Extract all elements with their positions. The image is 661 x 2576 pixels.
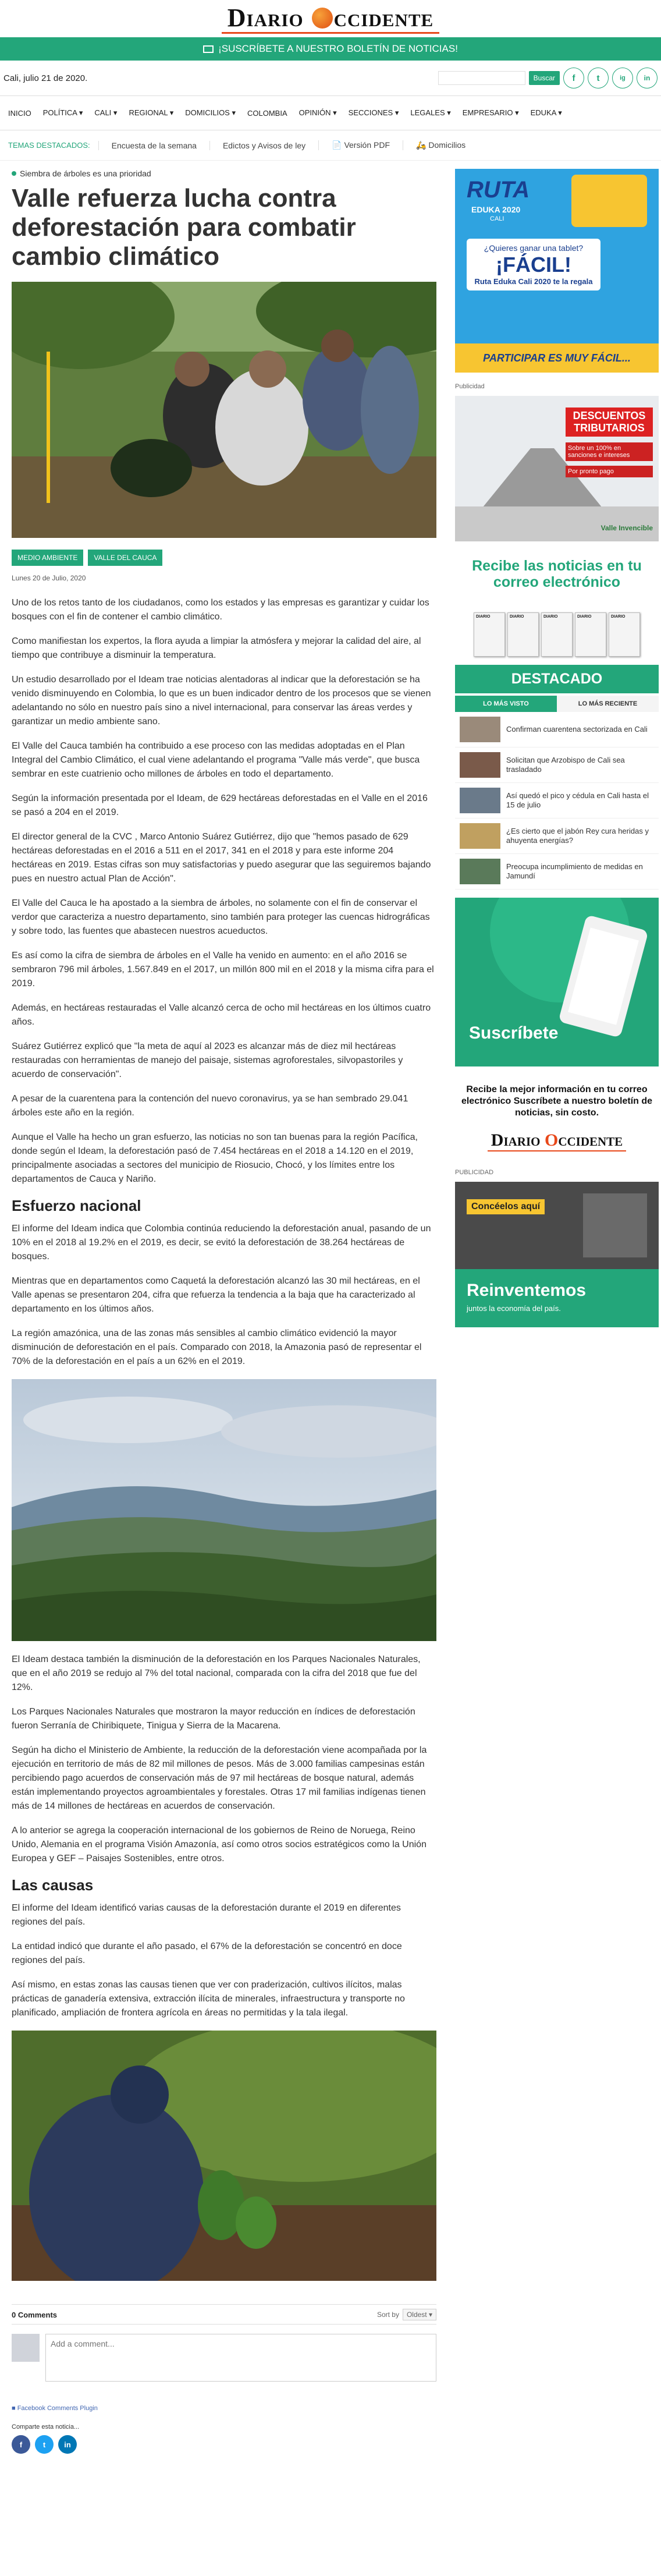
tab-mas-reciente[interactable]: LO MÁS RECIENTE bbox=[557, 696, 659, 712]
topic-domicilios-label: Domicilios bbox=[428, 140, 466, 150]
fb-plugin-label: Facebook Comments Plugin bbox=[17, 2405, 98, 2412]
tab-mas-visto[interactable]: LO MÁS VISTO bbox=[455, 696, 557, 712]
brand-part2: ccidente bbox=[333, 3, 434, 32]
thumbnail bbox=[460, 717, 500, 742]
tag-valle-del-cauca[interactable]: VALLE DEL CAUCA bbox=[88, 550, 162, 566]
list-item[interactable] bbox=[455, 747, 659, 783]
instagram-icon[interactable]: ig bbox=[612, 68, 633, 88]
article-date: Lunes 20 de Julio, 2020 bbox=[12, 574, 86, 582]
ad-ruta-eduka[interactable] bbox=[455, 169, 659, 373]
topic-pdf[interactable]: 📄 Versión PDF bbox=[318, 140, 403, 150]
ad4-big: Reinventemos bbox=[467, 1281, 587, 1300]
paragraph: El Ideam destaca también la disminución de la deforestación en los Parques Nacionales Naturales, que en el año 2019 se redujo al 7% del total nacional, comparada con la cifra del 2018 que fue del 12%. bbox=[12, 1654, 421, 1692]
kicker-dot-icon bbox=[12, 171, 16, 176]
nav-item-legales[interactable]: LEGALES ▾ bbox=[410, 108, 451, 117]
sidebar-brand-o: O bbox=[544, 1131, 559, 1150]
ad2-l2: Por pronto pago bbox=[566, 466, 653, 477]
nav-item-regional[interactable]: REGIONAL ▾ bbox=[129, 108, 174, 117]
paragraph: Así mismo, en estas zonas las causas tienen que ver con praderización, cultivos ilícitos, malas prácticas de ganadería extensiva, extracción ilícita de minerales, infraestructura y transporte no planificado, ampliación de frontera agrícola en áreas no permitidas y la tala ilegal. bbox=[12, 1980, 405, 2018]
comment-count: 0 Comments bbox=[12, 2311, 58, 2319]
envelope-icon bbox=[203, 45, 214, 53]
paragraph: Un estudio desarrollado por el Ideam trae noticias alentadoras al indicar que la deforestación se ha venido disminuyendo en Colombia, lo que es un buen indicador dentro de los procesos que se vienen adelantando no sólo en nuestro país sino a nivel internacional, para conservar las áreas verdes y garantizar un medio ambiente sano. bbox=[12, 675, 431, 727]
topic-edictos[interactable]: Edictos y Avisos de ley bbox=[209, 141, 318, 150]
linkedin-icon[interactable]: in bbox=[637, 68, 658, 88]
nav-item-secciones[interactable]: SECCIONES ▾ bbox=[348, 108, 399, 117]
fb-plugin-icon: ■ bbox=[12, 2405, 17, 2412]
article-title: Valle refuerza lucha contra deforestación para combatir cambio climático bbox=[12, 184, 356, 271]
ad1-big: ¡FÁCIL! bbox=[496, 253, 571, 277]
sidebar-brand-part1: Diario bbox=[491, 1131, 541, 1150]
share-facebook-icon[interactable]: f bbox=[12, 2435, 30, 2454]
thumbnail bbox=[460, 788, 500, 813]
main-nav bbox=[0, 95, 661, 130]
ad2-l1: Sobre un 100% en sanciones e intereses bbox=[566, 442, 653, 461]
sidebar-brand-part2: ccidente bbox=[558, 1131, 623, 1150]
share-twitter-icon[interactable]: t bbox=[35, 2435, 54, 2454]
paragraph: Uno de los retos tanto de los ciudadanos, como los estados y las empresas es garantizar y cuidar los bosques con el fin de contener el cambio climático. bbox=[12, 598, 429, 622]
publicidad-label: Publicidad bbox=[455, 383, 485, 390]
share-label: Comparte esta noticia... bbox=[12, 2423, 80, 2430]
nav-item-eduka[interactable]: EDUKA ▾ bbox=[530, 108, 562, 117]
bus-icon bbox=[571, 175, 647, 227]
list-item-title: Confirman cuarentena sectorizada en Cali bbox=[506, 725, 648, 734]
ad1-brand-sub: EDUKA 2020 bbox=[471, 205, 521, 214]
thumbnail bbox=[460, 752, 500, 778]
article-photo-seedling bbox=[12, 2031, 436, 2281]
photo-landscape-illustration bbox=[12, 1379, 436, 1641]
nav-item-inicio[interactable]: INICIO bbox=[8, 108, 31, 118]
paragraph: El informe del Ideam identificó varias causas de la deforestación durante el 2019 en diferentes regiones del país. bbox=[12, 1903, 401, 1927]
paragraph: Según ha dicho el Ministerio de Ambiente, la reducción de la deforestación viene acompañada por la ejecución en territorio de más de 82 mil millones de pesos. Más de 3.000 familias campesinas están percibiendo pago acuerdos de conservación más de 97 mil hectáreas de bosque natural, además están implementando proyectos agroambientales y forestales. Otras 17 mil familias indígenas tienen más de 14 millones de hectáreas en acuerdos de conservación. bbox=[12, 1745, 427, 1811]
ad2-title: DESCUENTOS TRIBUTARIOS bbox=[566, 408, 653, 437]
paragraph: Mientras que en departamentos como Caquetá la deforestación alcanzó las 30 mil hectáreas, en el Valle apenas se presentaron 204, cifra que refuerza la tendencia a la baja que ha caracterizado al departamento en los últimos años. bbox=[12, 1276, 420, 1314]
nav-item-empresario[interactable]: EMPRESARIO ▾ bbox=[462, 108, 519, 117]
facebook-icon[interactable]: f bbox=[563, 68, 584, 88]
list-item[interactable] bbox=[455, 854, 659, 890]
newsletter-promo-title: Recibe las noticias en tu correo electrónico bbox=[472, 558, 642, 590]
topic-encuesta[interactable]: Encuesta de la semana bbox=[98, 141, 209, 150]
newspaper-3: DIARIO bbox=[541, 612, 573, 657]
featured-topics bbox=[0, 130, 661, 161]
facebook-comments-plugin[interactable] bbox=[12, 2405, 436, 2412]
photo-planting-illustration bbox=[12, 282, 436, 538]
avatar bbox=[12, 2334, 40, 2362]
current-date: Cali, julio 21 de 2020. bbox=[3, 73, 88, 83]
suscribete-label: Suscríbete bbox=[469, 1023, 559, 1043]
nav-item-politica[interactable]: POLÍTICA ▾ bbox=[42, 108, 83, 117]
sort-label: Sort by bbox=[376, 2311, 399, 2319]
paragraph: Suárez Gutiérrez explicó que "la meta de aquí al 2023 es alcanzar más de diez mil hectáreas restauradas con herramientas de manejo del paisaje, sistemas agroforestales, silvopastoriles y acuerdo de conservación". bbox=[12, 1041, 403, 1079]
suscribete-banner[interactable] bbox=[455, 898, 659, 1066]
newspaper-4: DIARIO bbox=[575, 612, 606, 657]
paragraph: El informe del Ideam indica que Colombia continúa reduciendo la deforestación anual, pasando de un 10% en el 2018 al 19.2% en el 2019, es decir, se evitó la deforestación de 38.264 hectáreas de bosques. bbox=[12, 1224, 431, 1262]
newspaper-1: DIARIO bbox=[474, 612, 505, 657]
site-logo[interactable] bbox=[0, 0, 661, 37]
thumbnail bbox=[460, 859, 500, 884]
ad1-city: CALI bbox=[490, 215, 504, 222]
paragraph: A lo anterior se agrega la cooperación internacional de los gobiernos de Reino de Noruega, Reino Unido, Alemania en el programa Visión Amazonía, así como otros socios estratégicos como la Unión Europea y GEF – Paisajes Sostenibles, entre otros. bbox=[12, 1826, 427, 1863]
comment-input[interactable] bbox=[45, 2334, 436, 2382]
paragraph: Aunque el Valle ha hecho un gran esfuerzo, las noticias no son tan buenas para la región Pacífica, donde según el Ideam, la deforestación pasó de 7.454 hectáreas en el 2018 a 14.120 en el 2019, principalmente asociadas a sectores del municipio de Riosucio, Chocó, y los límites entre los departamentos de Cauca y Nariño. bbox=[12, 1132, 418, 1184]
ad4-sub: juntos la economía del país. bbox=[467, 1304, 561, 1313]
article bbox=[12, 169, 436, 2454]
nav-item-opinion[interactable]: OPINIÓN ▾ bbox=[298, 108, 337, 117]
newsletter-bar-label: ¡SUSCRÍBETE A NUESTRO BOLETÍN DE NOTICIAS! bbox=[218, 43, 458, 54]
ad1-cta[interactable]: PARTICIPAR ES MUY FÁCIL... bbox=[455, 343, 659, 373]
sort-select[interactable]: Oldest ▾ bbox=[403, 2309, 436, 2320]
newsletter-promo-2: Recibe la mejor información en tu correo electrónico Suscríbete a nuestro boletín de noticias, sin costo. bbox=[461, 1085, 653, 1118]
comments-section bbox=[12, 2304, 436, 2454]
publicidad-label-2: PUBLICIDAD bbox=[455, 1169, 494, 1176]
article-photo-landscape bbox=[12, 1379, 436, 1641]
topic-domicilios[interactable]: 🛵 Domicilios bbox=[403, 140, 478, 150]
brand-part1: Diario bbox=[227, 3, 304, 32]
article-photo-planting bbox=[12, 282, 436, 538]
article-kicker: Siembra de árboles es una prioridad bbox=[20, 169, 151, 178]
list-item[interactable] bbox=[455, 783, 659, 818]
paragraph: Como manifiestan los expertos, la flora ayuda a limpiar la atmósfera y mejorar la calidad del aire, al tiempo que contribuye a disminuir la temperatura. bbox=[12, 636, 421, 660]
ad1-line: Ruta Eduka Cali 2020 te la regala bbox=[474, 277, 593, 286]
paragraph: A pesar de la cuarentena para la contención del nuevo coronavirus, ya se han sembrado 29.041 árboles este año en la región. bbox=[12, 1094, 408, 1118]
paragraph: El director general de la CVC , Marco Antonio Suárez Gutiérrez, dijo que "hemos pasado de 629 hectáreas deforestadas en el 2016 a 511 en el 2017, 341 en el 2018 y para este informe 204 hectáreas en 2019. Estas cifras son muy satisfactorias y puedo asegurar que las seguiremos bajando pues en nuestro actual Plan de Acción". bbox=[12, 832, 431, 884]
newsletter-bar[interactable] bbox=[0, 37, 661, 61]
newspaper-5: DIARIO bbox=[609, 612, 640, 657]
thumbnail bbox=[460, 823, 500, 849]
search-button[interactable]: Buscar bbox=[529, 71, 560, 85]
nav-item-colombia[interactable]: COLOMBIA bbox=[247, 108, 287, 118]
section-heading-causas: Las causas bbox=[12, 1876, 94, 1894]
ad-reinventemos[interactable] bbox=[455, 1182, 659, 1327]
ad4-l1: Concéelos aquí bbox=[467, 1199, 545, 1214]
section-heading-esfuerzo: Esfuerzo nacional bbox=[12, 1197, 141, 1214]
newspaper-2: DIARIO bbox=[507, 612, 539, 657]
ad1-question: ¿Quieres ganar una tablet? bbox=[484, 243, 584, 253]
list-item-title: Así quedó el pico y cédula en Cali hasta el 15 de julio bbox=[506, 791, 649, 809]
photo-seedling-illustration bbox=[12, 2031, 436, 2281]
paragraph: Los Parques Nacionales Naturales que mostraron la mayor reducción en índices de deforestación fueron Serranía de Chiribiquete, Tinigua y Sierra de la Macarena. bbox=[12, 1707, 415, 1731]
brand-o-icon bbox=[312, 8, 333, 29]
paragraph: El Valle del Cauca también ha contribuido a ese proceso con las medidas adoptadas en el Plan Integral del Cambio Climático, el cual viene adelantando el programa "Valle más verde", que busca sembrar en este cuatrienio ocho millones de árboles en todo el departamento. bbox=[12, 741, 420, 779]
featured-topics-label: TEMAS DESTACADOS: bbox=[8, 141, 90, 150]
paragraph: Es así como la cifra de siembra de árboles en el Valle ha venido en aumento: en el año 2016 se sembraron 796 mil árboles, 1.567.849 en el 2017, un millón 800 mil en el 2018 y la misma cifra para el 2019. bbox=[12, 951, 434, 988]
topic-pdf-label: Versión PDF bbox=[344, 140, 390, 150]
ad-descuentos-tributarios[interactable] bbox=[455, 396, 659, 541]
paragraph: El Valle del Cauca le ha apostado a la siembra de árboles, no solamente con el fin de conservar el verdor que caracteriza a nuestro departamento, sino también para proteger las cuencas hidrográficas y sobre todo, las fuentes que abastecen nuestros acueductos. bbox=[12, 898, 430, 936]
ad2-brand: Valle Invencible bbox=[600, 524, 653, 532]
paragraph: La entidad indicó que durante el año pasado, el 67% de la deforestación se concentró en doce regiones del país. bbox=[12, 1941, 402, 1965]
search-input[interactable] bbox=[438, 71, 525, 85]
sidebar bbox=[455, 169, 659, 1327]
share-linkedin-icon[interactable]: in bbox=[58, 2435, 77, 2454]
twitter-icon[interactable]: t bbox=[588, 68, 609, 88]
newspaper-stack-image bbox=[455, 598, 659, 657]
nav-item-cali[interactable]: CALI ▾ bbox=[94, 108, 118, 117]
ad1-brand: RUTA bbox=[467, 177, 530, 203]
list-item-title: Solicitan que Arzobispo de Cali sea trasladado bbox=[506, 756, 625, 774]
tag-medio-ambiente[interactable]: MEDIO AMBIENTE bbox=[12, 550, 83, 566]
list-item[interactable] bbox=[455, 712, 659, 747]
article-body bbox=[12, 596, 436, 2281]
paragraph: La región amazónica, una de las zonas más sensibles al cambio climático evidenció la mayor disminución de deforestación en el país. Comparado con 2018, la Amazonia pasó de representar el 70% de la deforestación en el país a un 62% en el 2019. bbox=[12, 1328, 422, 1366]
paragraph: Según la información presentada por el Ideam, de 629 hectáreas deforestadas en el Valle en el 2016 se pasó a 204 en el 2019. bbox=[12, 793, 428, 817]
list-item-title: Preocupa incumplimiento de medidas en Jamundí bbox=[506, 862, 643, 880]
list-item-title: ¿Es cierto que el jabón Rey cura heridas y ahuyenta energías? bbox=[506, 827, 649, 845]
sidebar-logo[interactable] bbox=[455, 1131, 659, 1151]
nav-item-domicilios[interactable]: DOMICILIOS ▾ bbox=[185, 108, 236, 117]
list-item[interactable] bbox=[455, 818, 659, 854]
paragraph: Además, en hectáreas restauradas el Valle alcanzó cerca de ocho mil hectáreas en los últimos cuatro años. bbox=[12, 1003, 431, 1027]
destacado-header: DESTACADO bbox=[455, 665, 659, 693]
